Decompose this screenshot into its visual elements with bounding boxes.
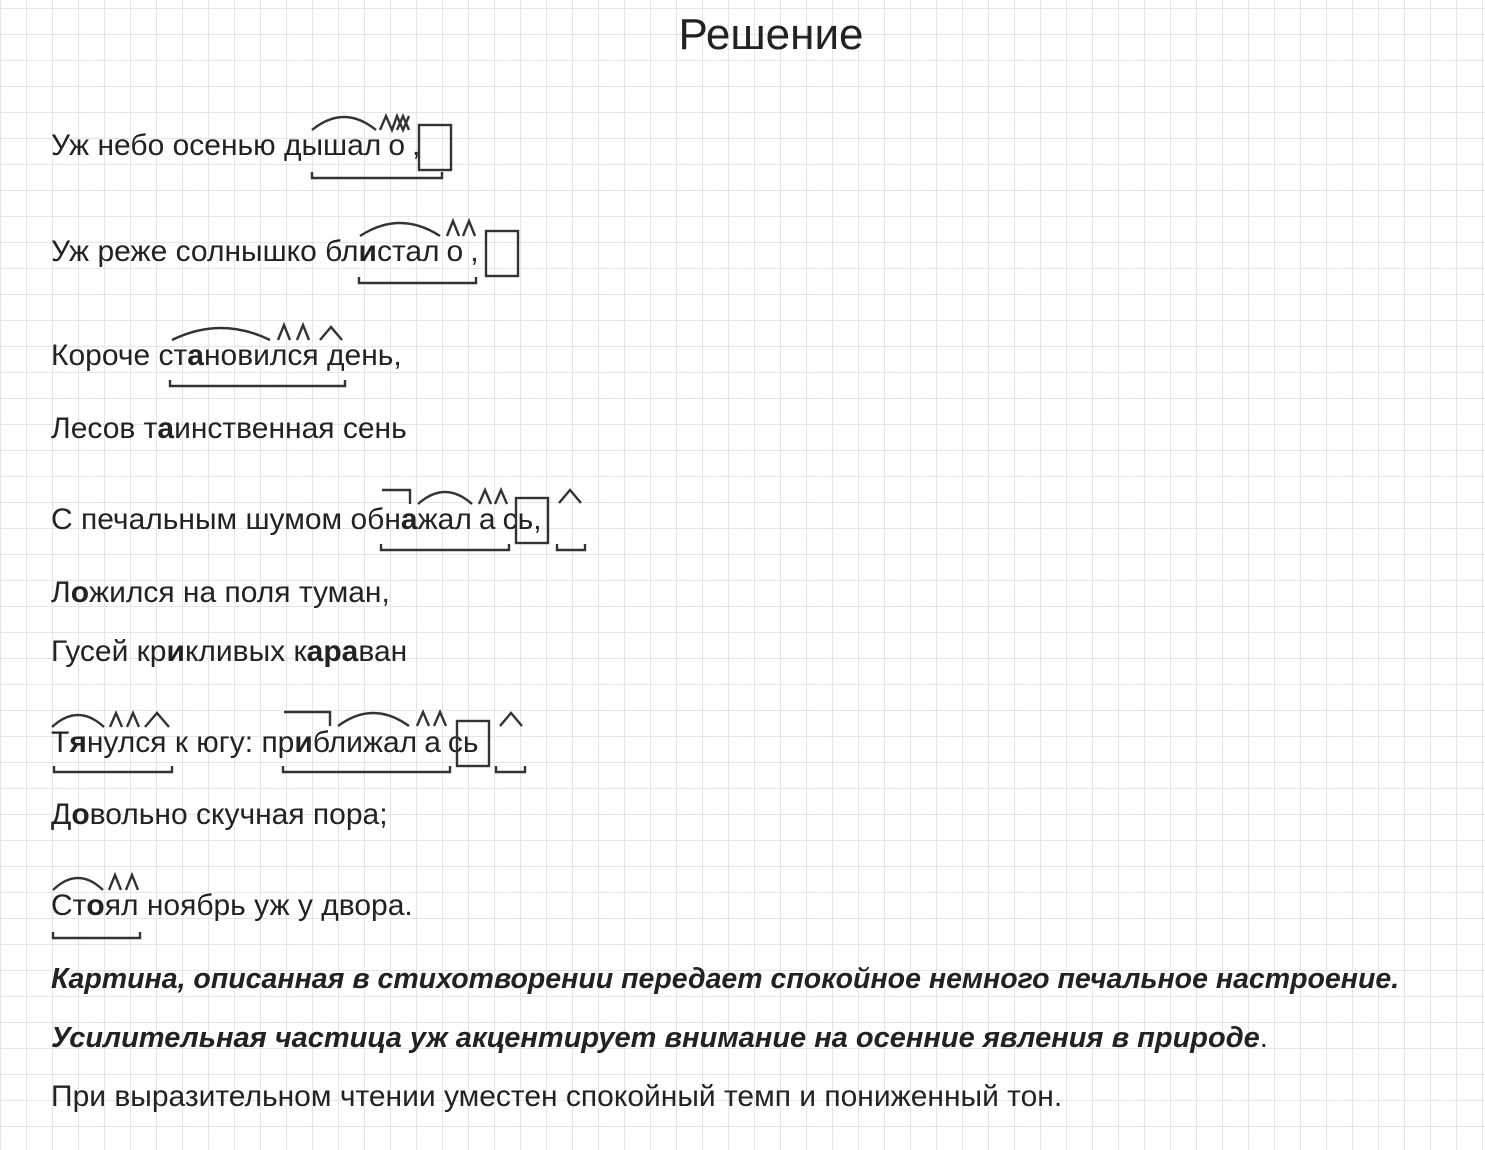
- line-text: ноябрь уж у двора.: [138, 889, 413, 922]
- word-part: пр: [261, 726, 295, 759]
- line-text: ван: [358, 635, 408, 668]
- word-part: жал: [417, 503, 472, 536]
- word-part: ял: [104, 889, 139, 922]
- line-text: кливых к: [184, 635, 307, 668]
- line-text: Л: [51, 576, 71, 609]
- word-part: нулся: [86, 726, 167, 759]
- punctuation: ,: [412, 129, 421, 162]
- stressed-vowel: я: [69, 726, 87, 759]
- word-stem: дышал: [283, 129, 382, 162]
- postfix-mark: [559, 490, 581, 503]
- word-part: бл: [325, 235, 359, 268]
- ending-box: [486, 231, 518, 276]
- stem-underline: [283, 766, 450, 772]
- poem-line-4: [51, 411, 407, 447]
- stressed-vowel: и: [166, 635, 185, 668]
- postfix-underline: [557, 544, 585, 550]
- word-part: ближал: [312, 726, 418, 759]
- word-ending: а: [424, 726, 441, 759]
- line-text: Д: [51, 798, 72, 831]
- word-part: Т: [51, 726, 70, 759]
- line-text: Лесов т: [51, 412, 158, 445]
- word-part: Ст: [51, 889, 87, 922]
- line-text: Уж небо осенью: [51, 129, 284, 162]
- reading-note: При выразительном чтении уместен спокойный темп и пониженный тон.: [51, 1080, 1063, 1113]
- poem-line-5: [51, 502, 542, 538]
- word-part: ст: [158, 339, 188, 372]
- stressed-vowel: а: [400, 503, 418, 536]
- conclusion-2: [51, 1020, 1268, 1056]
- stressed-vowel: а: [187, 339, 204, 372]
- stressed-vowel: и: [294, 726, 313, 759]
- stressed-vowel: о: [71, 798, 90, 831]
- postfix-mark: [500, 713, 522, 726]
- poem-line-9: [51, 797, 388, 833]
- poem-line-10: [51, 888, 413, 924]
- conclusion-2-text: Усилительная частица уж акцентирует внимание на осенние явления в природе: [51, 1022, 1260, 1054]
- stressed-vowel: о: [86, 889, 105, 922]
- line-text: Короче: [51, 339, 159, 372]
- word-part: стал: [376, 235, 440, 268]
- word-postfix: сь: [502, 503, 534, 536]
- poem-line-2: [51, 234, 479, 270]
- page-title: Решение: [678, 10, 864, 59]
- suffix-mark: [417, 712, 429, 726]
- prefix-mark: [284, 712, 330, 726]
- ending-box: [419, 125, 451, 170]
- stressed-vowel: о: [70, 576, 90, 609]
- stem-underline: [54, 766, 172, 772]
- stressed-vowel: ара: [306, 635, 359, 668]
- line-text: Уж реже солнышко: [51, 235, 326, 268]
- stem-underline: [359, 277, 476, 283]
- conclusion-1: Картина, описанная в стихотворении передает спокойное немного печальное настроение.: [51, 963, 1400, 995]
- word-part: обн: [350, 503, 401, 536]
- word-part: новился: [203, 339, 319, 372]
- stressed-vowel: и: [358, 235, 377, 268]
- word-postfix: сь: [447, 726, 479, 759]
- conclusion-2-dot: .: [1259, 1022, 1268, 1054]
- poem-line-3: [51, 338, 402, 374]
- word-ending: о: [388, 129, 405, 162]
- word-ending: а: [478, 503, 496, 536]
- stem-underline: [53, 932, 140, 938]
- poem-line-7: [51, 634, 407, 670]
- line-text: С печальным шумом: [51, 503, 351, 536]
- line-text: Гусей кр: [51, 635, 167, 668]
- line-text: инственная сень: [174, 412, 407, 445]
- line-text: к югу:: [166, 726, 262, 759]
- poem-line-8: [51, 725, 479, 761]
- line-text: вольно скучная пора;: [89, 798, 388, 831]
- stem-underline: [381, 544, 509, 550]
- line-text: день,: [318, 339, 402, 372]
- stressed-vowel: а: [157, 412, 175, 445]
- stem-underline: [312, 172, 442, 178]
- suffix-mark: [434, 712, 446, 726]
- stem-underline: [170, 380, 345, 386]
- word-ending: о: [446, 235, 464, 268]
- punctuation: ,: [470, 235, 479, 268]
- postfix-underline: [496, 766, 525, 772]
- line-text: жился на поля туман,: [89, 576, 390, 609]
- poem-line-1: [51, 128, 420, 164]
- punctuation: ,: [533, 503, 542, 536]
- poem-line-6: [51, 575, 390, 611]
